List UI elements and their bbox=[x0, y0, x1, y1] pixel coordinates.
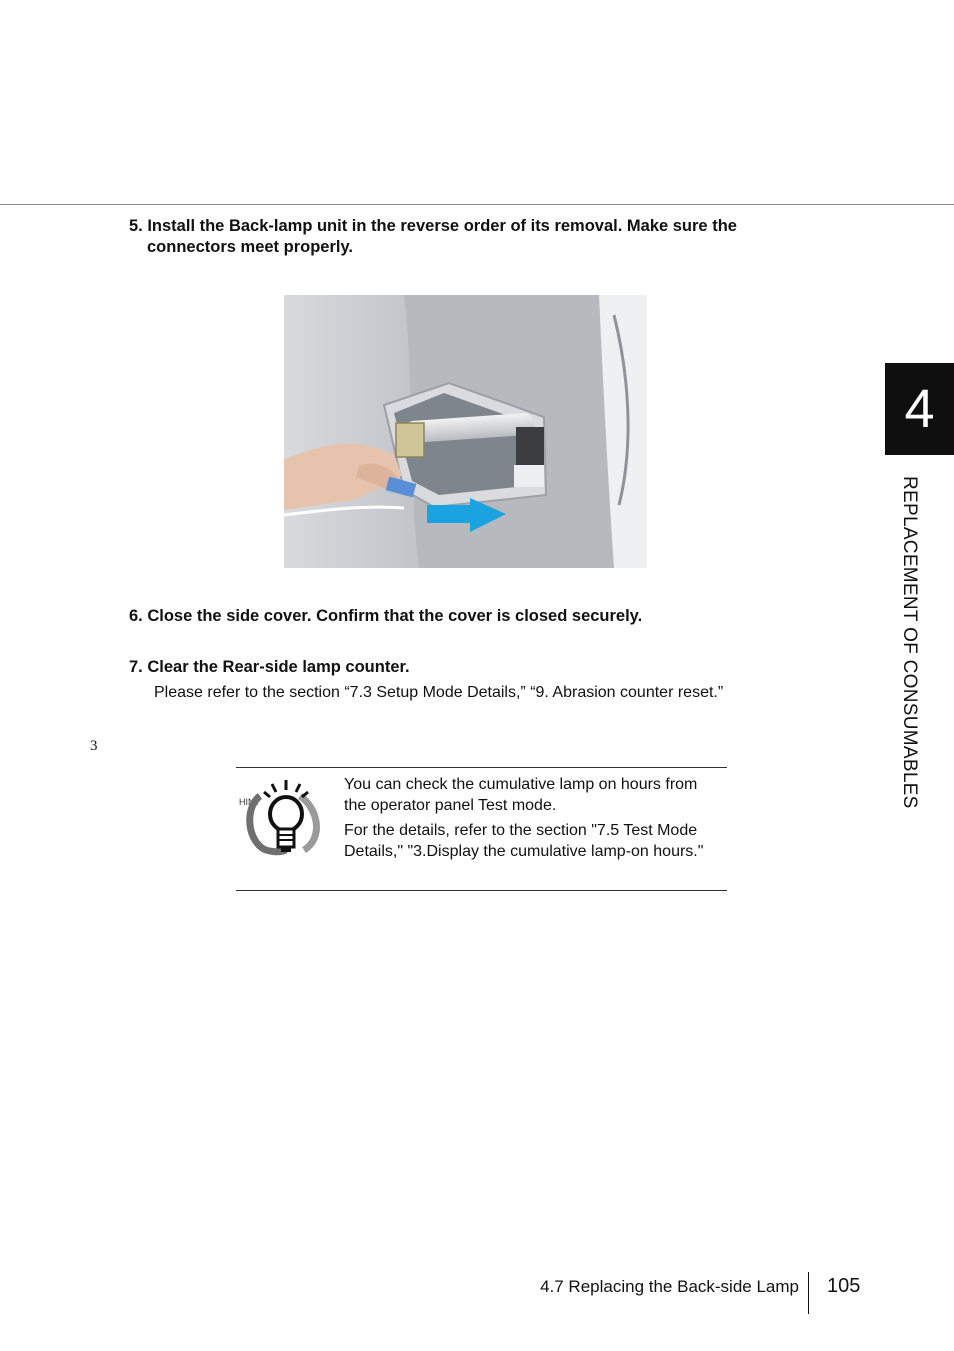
chapter-title-vertical: REPLACEMENT OF CONSUMABLES bbox=[899, 476, 920, 809]
header-rule bbox=[0, 204, 954, 205]
hint-paragraph-2: For the details, refer to the section "7.5 Test Mode Details," "3.Display the cumulative lamp-on hours." bbox=[344, 822, 704, 860]
lightbulb-hint-icon bbox=[238, 778, 328, 858]
stray-mark: 3 bbox=[90, 738, 98, 754]
step-7-title: 7. Clear the Rear-side lamp counter. bbox=[129, 658, 410, 676]
step-5-title-line1: 5. Install the Back-lamp unit in the reverse order of its removal. Make sure the bbox=[129, 217, 737, 235]
hint-paragraph-1: You can check the cumulative lamp on hours from the operator panel Test mode. bbox=[344, 776, 698, 814]
step-7-body: Please refer to the section “7.3 Setup Mode Details,” “9. Abrasion counter reset.” bbox=[154, 684, 724, 701]
photo-illustration bbox=[284, 295, 647, 568]
footer-divider bbox=[808, 1272, 809, 1314]
hint-text bbox=[344, 774, 724, 866]
step-6-title: 6. Close the side cover. Confirm that the cover is closed securely. bbox=[129, 607, 643, 625]
page-number: 105 bbox=[827, 1275, 861, 1297]
step-5-title-line2: connectors meet properly. bbox=[147, 238, 354, 256]
hint-box bbox=[236, 767, 727, 891]
footer-section-title: 4.7 Replacing the Back-side Lamp bbox=[540, 1277, 799, 1296]
hint-icon-label: HINT bbox=[239, 797, 260, 807]
step-5-title bbox=[129, 216, 737, 258]
chapter-tab: 4 bbox=[885, 363, 954, 455]
back-lamp-installation-photo bbox=[284, 295, 647, 568]
